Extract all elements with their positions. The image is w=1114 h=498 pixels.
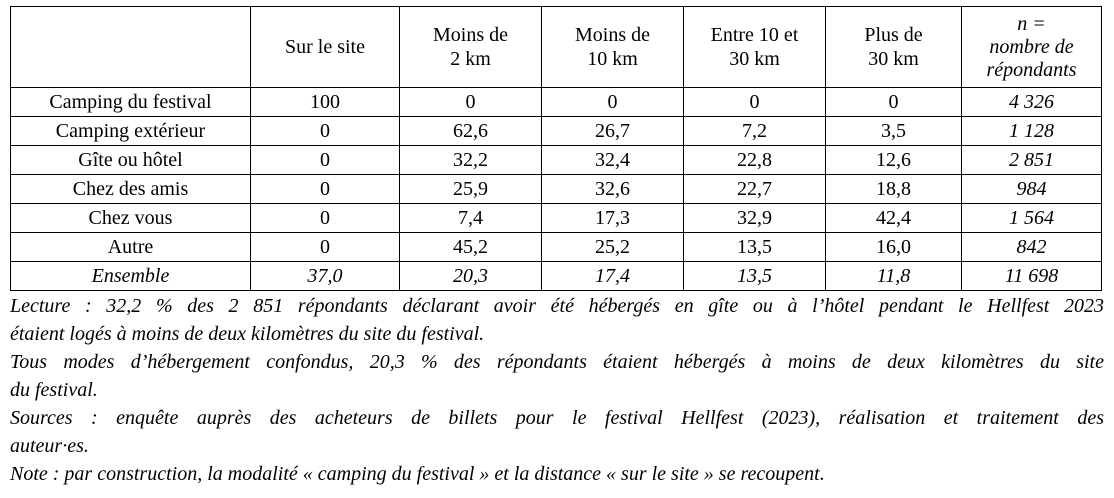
table-cell: 16,0 [826,233,962,262]
respondents-cell: 1 128 [962,117,1102,146]
ensemble-line-1: Tous modes d’hébergement confondus, 20,3 % des répondants étaient hébergés à moins de deux kilomètres du site [10,351,1104,373]
table-cell: 25,9 [400,175,542,204]
table-cell: 18,8 [826,175,962,204]
lecture-line-1: Lecture : 32,2 % des 2 851 répondants déclarant avoir été hébergés en gîte ou à l’hôtel pendant le Hellfest 2023 [10,295,1104,317]
table-cell: 32,4 [542,146,684,175]
table-header-row [11,7,1102,88]
respondents-cell: 2 851 [962,146,1102,175]
sources-line-1: Sources : enquête auprès des acheteurs de billets pour le festival Hellfest (2023), réalisation et traitement des [10,407,1104,429]
table-cell: 100 [251,88,400,117]
table-row-total [11,262,1102,291]
table-cell: 13,5 [684,262,826,291]
header-moins-de-2km [400,7,542,88]
table-row [11,88,1102,117]
table-row [11,233,1102,262]
table-cell: 45,2 [400,233,542,262]
table-cell: 0 [826,88,962,117]
accommodation-distance-table [10,6,1102,291]
table-cell: 12,6 [826,146,962,175]
header-plus-de-30km [826,7,962,88]
header-text: n = [1017,12,1046,35]
ensemble-line-2: du festival. [10,379,98,401]
respondents-cell: 1 564 [962,204,1102,233]
sources-line-2: auteur·es. [10,435,89,457]
table-cell: 13,5 [684,233,826,262]
respondents-cell: 842 [962,233,1102,262]
table-cell: 7,2 [684,117,826,146]
header-text: Plus de [864,24,923,46]
row-label: Autre [11,233,251,262]
table-cell: 17,4 [542,262,684,291]
header-empty-cell [11,7,251,88]
table-cell: 0 [251,175,400,204]
header-moins-de-10km [542,7,684,88]
header-text: 2 km [450,48,491,70]
header-text: nombre de [989,35,1074,58]
table-cell: 25,2 [542,233,684,262]
table-cell: 26,7 [542,117,684,146]
header-text: 30 km [729,48,780,70]
header-sur-le-site [251,7,400,88]
table-cell: 37,0 [251,262,400,291]
header-text: Sur le site [285,36,365,58]
header-text: Entre 10 et [710,24,799,46]
note-line: Note : par construction, la modalité « camping du festival » et la distance « sur le site » se recoupent. [10,463,825,485]
table-cell: 0 [251,204,400,233]
lecture-line-2: étaient logés à moins de deux kilomètres du site du festival. [10,323,485,345]
header-entre-10-et-30km [684,7,826,88]
table-cell: 0 [251,233,400,262]
table-row [11,175,1102,204]
table-row [11,204,1102,233]
table-cell: 3,5 [826,117,962,146]
table-cell: 0 [251,117,400,146]
table-cell: 17,3 [542,204,684,233]
table-cell: 0 [400,88,542,117]
table-cell: 32,2 [400,146,542,175]
row-label: Gîte ou hôtel [11,146,251,175]
header-text: 30 km [868,48,919,70]
header-text: 10 km [587,48,638,70]
table-cell: 32,9 [684,204,826,233]
row-label: Chez des amis [11,175,251,204]
table-cell: 0 [684,88,826,117]
row-label: Ensemble [11,262,251,291]
header-text: répondants [986,58,1077,81]
table-cell: 22,8 [684,146,826,175]
table-cell: 20,3 [400,262,542,291]
row-label: Chez vous [11,204,251,233]
table-cell: 11,8 [826,262,962,291]
table-cell: 7,4 [400,204,542,233]
table-cell: 0 [542,88,684,117]
table-cell: 22,7 [684,175,826,204]
table-cell: 62,6 [400,117,542,146]
table-row [11,146,1102,175]
table-notes [10,292,1104,488]
header-text: Moins de [433,24,508,46]
table-cell: 32,6 [542,175,684,204]
header-nombre-de-repondants [962,7,1102,88]
respondents-cell: 984 [962,175,1102,204]
table-cell: 42,4 [826,204,962,233]
header-text: Moins de [575,24,650,46]
respondents-cell: 11 698 [962,262,1102,291]
row-label: Camping du festival [11,88,251,117]
row-label: Camping extérieur [11,117,251,146]
table-row [11,117,1102,146]
respondents-cell: 4 326 [962,88,1102,117]
table-cell: 0 [251,146,400,175]
